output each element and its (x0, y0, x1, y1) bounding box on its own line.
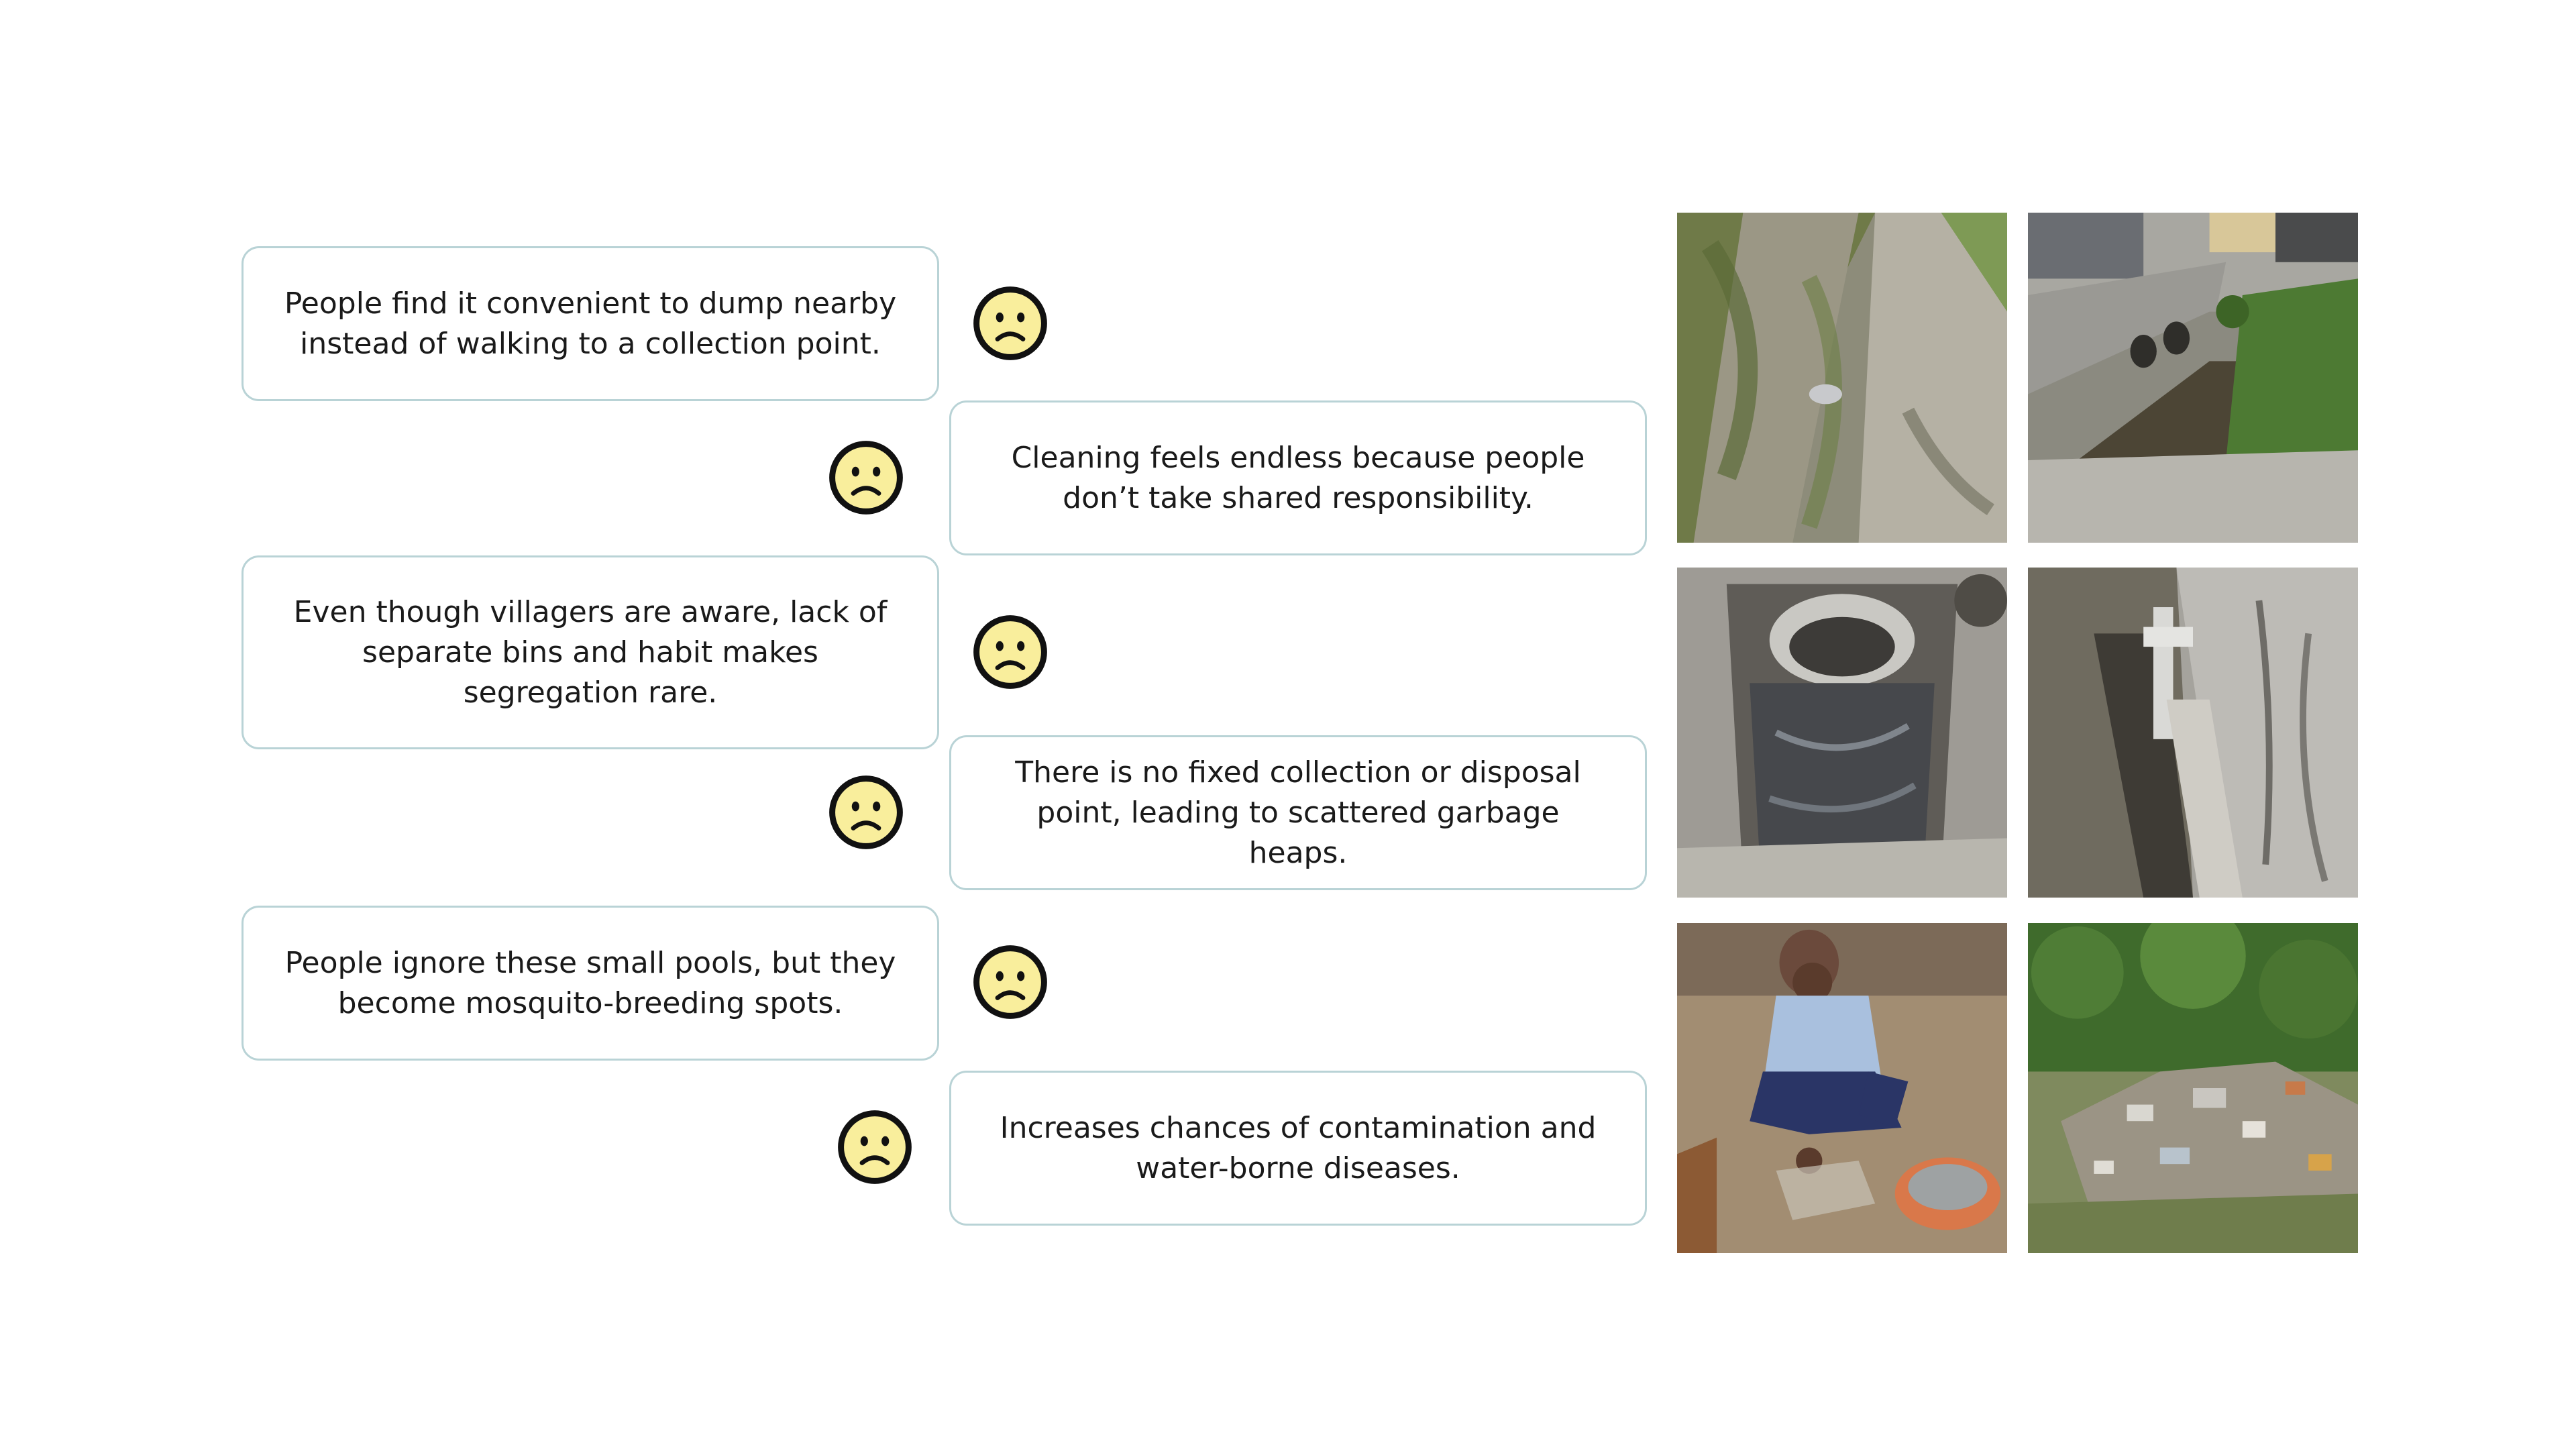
person-sorting-waste-photo (1677, 923, 2007, 1253)
sad-face-icon (973, 945, 1048, 1020)
sad-face-icon (828, 775, 904, 850)
statement-text-4: There is no fixed collection or disposal point, leading to scattered garbage heaps. (1015, 755, 1581, 870)
statement-card-4 (949, 735, 1647, 890)
sad-face-icon (837, 1110, 912, 1185)
mossy-slope-photo (1677, 213, 2007, 543)
stagnant-drain-pit-photo (1677, 568, 2007, 898)
statement-card-1 (241, 246, 939, 401)
statement-text-5: People ignore these small pools, but they become mosquito-breeding spots. (284, 945, 896, 1020)
garbage-heap-photo (2028, 923, 2358, 1253)
statement-text-1: People find it convenient to dump nearby instead of walking to a collection point. (284, 286, 897, 361)
open-drain-culvert-photo (2028, 213, 2358, 543)
statement-text-2: Cleaning feels endless because people don’t take shared responsibility. (1011, 440, 1585, 515)
sad-face-icon (973, 286, 1048, 361)
statement-card-6 (949, 1071, 1647, 1226)
statement-card-2 (949, 400, 1647, 555)
statement-text-3: Even though villagers are aware, lack of separate bins and habit makes segregation rare. (293, 594, 888, 710)
sad-face-icon (973, 614, 1048, 690)
statement-card-5 (241, 906, 939, 1061)
wall-pipe-gutter-photo (2028, 568, 2358, 898)
statement-text-6: Increases chances of contamination and water-borne diseases. (1000, 1110, 1597, 1185)
sad-face-icon (828, 440, 904, 515)
statement-card-3 (241, 555, 939, 749)
